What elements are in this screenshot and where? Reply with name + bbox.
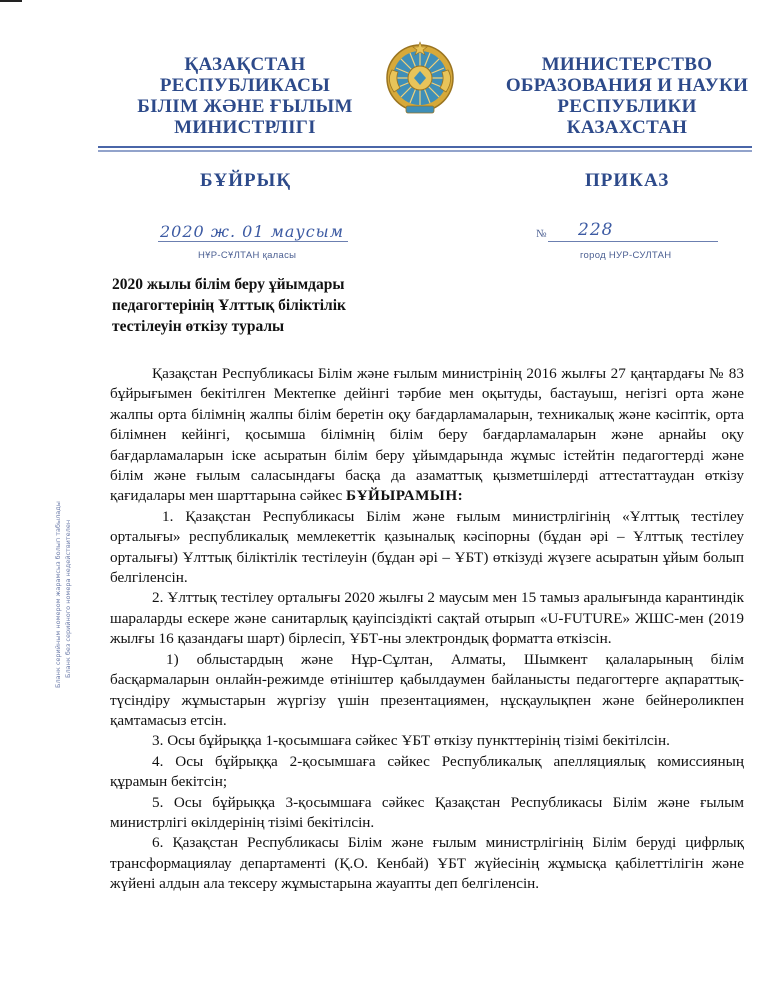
subject-line: 2020 жылы білім беру ұйымдары — [112, 276, 345, 293]
header-russian-line: МИНИСТЕРСТВО — [541, 54, 713, 75]
order-item: 1. Қазақстан Республикасы Білім және ғылым министрлігінің «Ұлттық тестілеу орталығы» республикалық мемлекеттік қазыналық кәсіпорны (бұдан әрі – Ұлттық тестілеу орталығы) Ұлттық біліктілік тестілеуін (бұдан әрі – ҰБТ) өткізуді жүзеге асыратын ұйым болып белгіленсін. — [110, 507, 744, 587]
intro-text: Қазақстан Республикасы Білім және ғылым министрінің 2016 жылғы 27 қаңтардағы № 83 бұйрығымен бекітілген Мектепке дейінгі тәрбие мен оқытуды, бастауыш, негізгі орта және жалпы орта білімнің жалпы білім беретін оқу бағдарламаларын, техникалық және кәсіптік, орта білімнен кейінгі, қосымша білімнің білім беру бағдарламаларын және арнайы оқу бағдарламаларын іске асыратын білім беру ұйымдарында жұмыс істейтін педагогтерді және білім және ғылым саласындағы басқа да азаматтық қызметшілерді аттестаттаудан өткізу қағидалары мен шарттарына сәйкес — [110, 365, 744, 505]
order-date-handwritten: 2020 ж. 01 маусым — [160, 222, 344, 241]
serial-notice-kazakh: Бланк серийным номером жарамсыз болып табылады — [54, 501, 62, 688]
order-subitem: 1) облыстардың және Нұр-Сұлтан, Алматы, Шымкент қалаларының білім басқармаларын онлайн-режимде өтініштер қабылдаумен байланысты педагогтерге ақпараттық-түсіндіру жұмыстарын жүргізу үшін презентациямен, нұсқаулықпен және бейнероликпен қамтамасыз етсін. — [110, 650, 744, 729]
order-item: 3. Осы бұйрыққа 1-қосымшаға сәйкес ҰБТ өткізу пункттерінің тізімі бекітілсін. — [152, 732, 670, 750]
subject-line: тестілеуін өткізу туралы — [112, 318, 285, 335]
city-kazakh: НҰР-СҰЛТАН қаласы — [198, 250, 297, 261]
header-russian — [496, 54, 758, 138]
header-russian-line: ОБРАЗОВАНИЯ И НАУКИ — [505, 75, 749, 96]
date-underline — [158, 241, 348, 242]
order-item: 5. Осы бұйрыққа 3-қосымшаға сәйкес Қазақстан Республикасы Білім және ғылым министрлігі өкілдерінің тізімі бекітілсін. — [110, 793, 744, 831]
header-kazakh-line: РЕСПУБЛИКАСЫ — [159, 75, 331, 96]
header-russian-line: РЕСПУБЛИКИ — [557, 96, 697, 117]
number-sign: № — [536, 228, 547, 240]
serial-notice-stamp — [52, 420, 76, 690]
order-subject — [112, 274, 432, 337]
order-body — [110, 364, 744, 895]
intro-paragraph — [110, 364, 744, 507]
order-item: 4. Осы бұйрыққа 2-қосымшаға сәйкес Республикалық апелляциялық комиссияның құрамын бекітсін; — [110, 752, 744, 791]
header-russian-line: КАЗАХСТАН — [566, 117, 688, 138]
intro-command: БҰЙЫРАМЫН: — [346, 487, 464, 505]
divider-line — [98, 150, 752, 152]
order-title-kazakh: БҰЙРЫҚ — [200, 170, 292, 191]
header-kazakh-line: ҚАЗАҚСТАН — [184, 54, 306, 75]
city-russian: город НУР-СУЛТАН — [580, 250, 672, 261]
order-item: 2. Ұлттық тестілеу орталығы 2020 жылғы 2 маусым мен 15 тамыз аралығында карантиндік шараларды ескере және санитарлық қауіпсіздікті сақтай отырып «U-FUTURE» ЖШС-мен (2019 жылғы 16 қазандағы шарт) бірлесіп, ҰБТ-ны электрондық форматта өткізсін. — [110, 589, 744, 648]
order-item: 6. Қазақстан Республикасы Білім және ғылым министрлігінің Білім беруді цифрлық трансформациялау департаменті (Қ.О. Кенбай) ҰБТ жүйесінің жұмысқа қабілеттілігін және жүйені алдын ала тексеру жұмыстарына жауапты деп белгіленсін. — [110, 834, 744, 893]
serial-notice-russian: Бланк без серийного номера недействителен — [64, 519, 72, 678]
scan-corner-mark — [0, 0, 22, 2]
number-underline — [548, 241, 718, 242]
header-kazakh-line: БІЛІМ ЖӘНЕ ҒЫЛЫМ — [137, 96, 353, 117]
divider-line — [98, 146, 752, 148]
subject-line: педагогтерінің Ұлттық біліктілік — [112, 297, 346, 314]
header-divider — [98, 146, 752, 153]
order-number-handwritten: 228 — [578, 220, 614, 240]
header-kazakh — [120, 54, 370, 138]
header-kazakh-line: МИНИСТРЛІГІ — [174, 117, 316, 138]
state-emblem-icon — [384, 40, 456, 120]
order-title-russian: ПРИКАЗ — [585, 170, 670, 191]
